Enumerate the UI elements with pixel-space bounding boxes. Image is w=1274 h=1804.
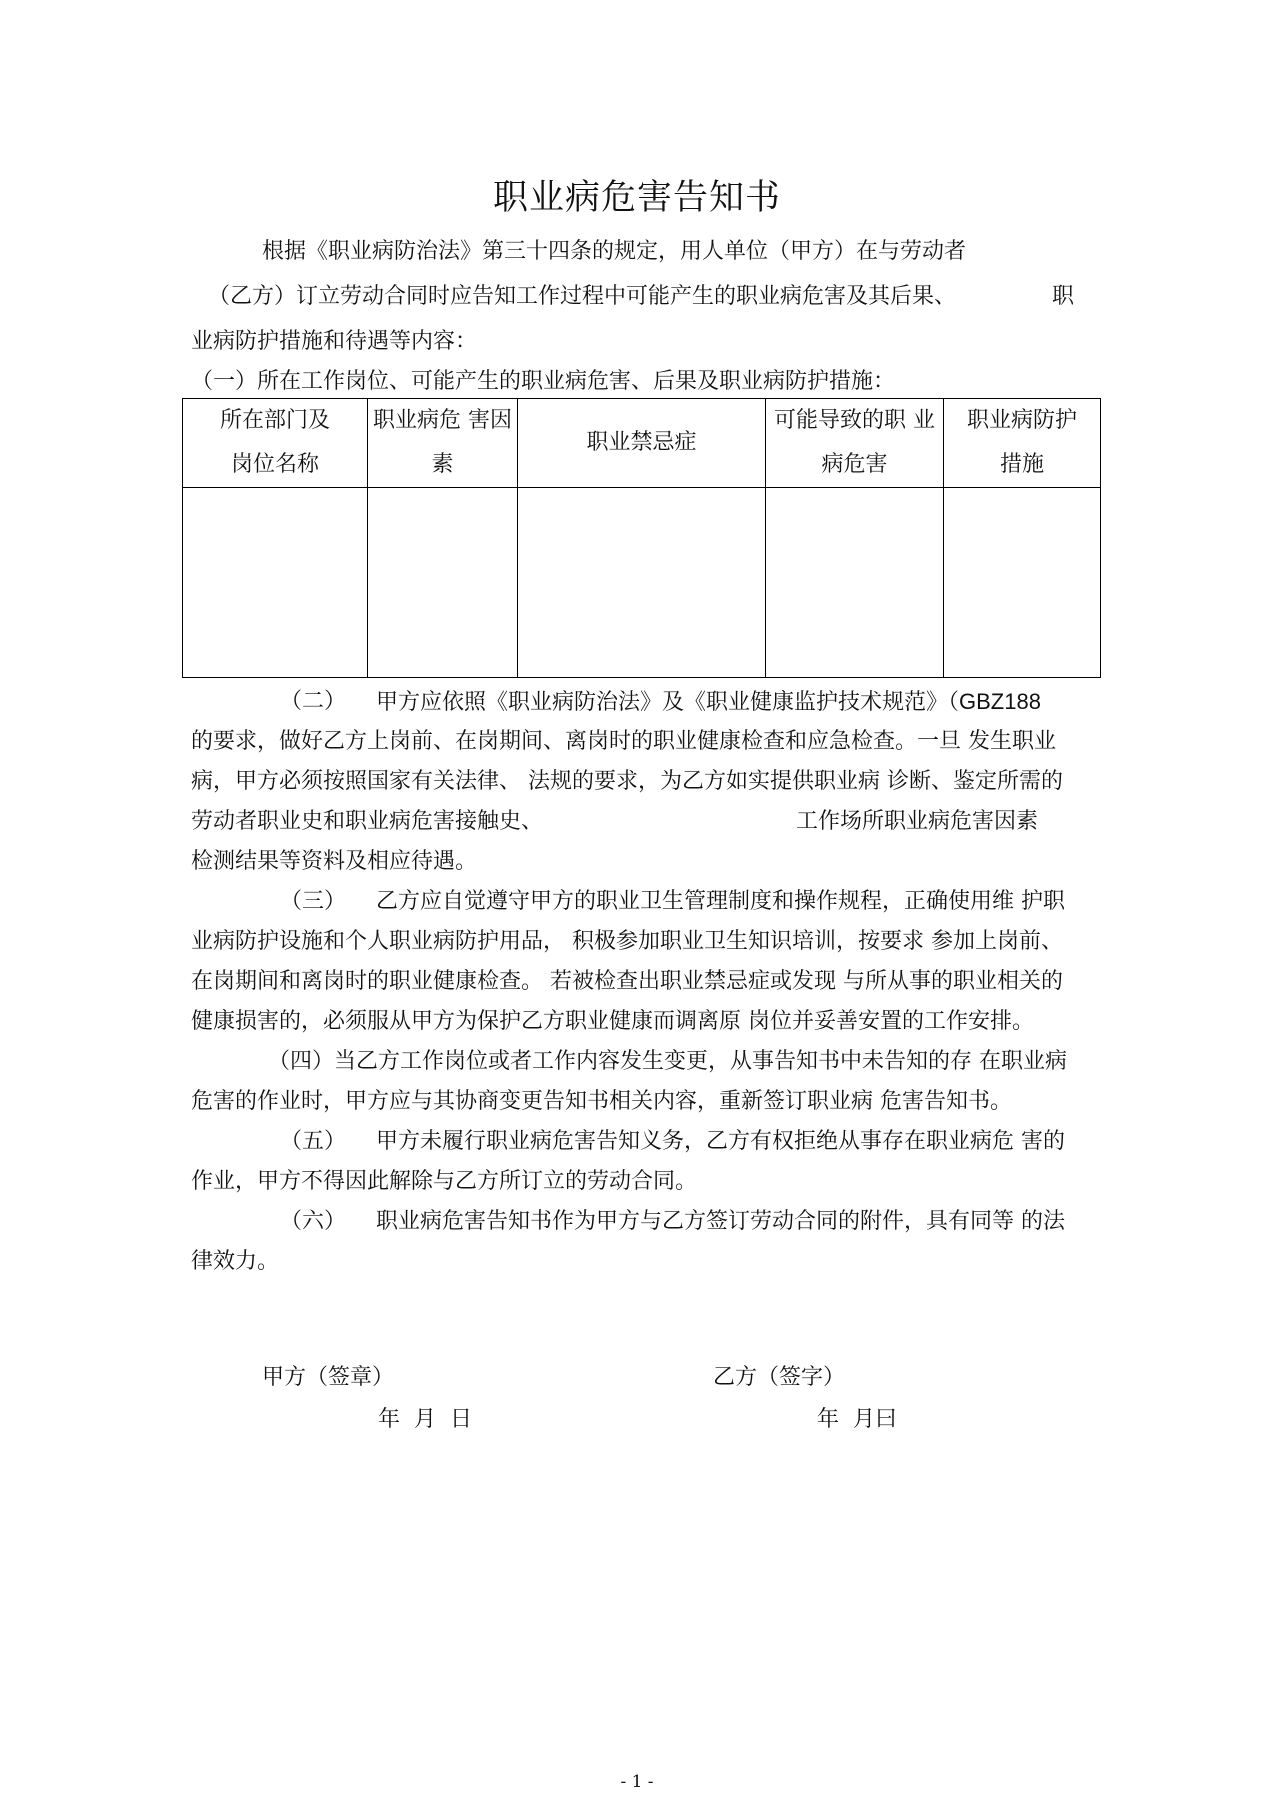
header-protection-measures: 职业病防护 措施: [944, 399, 1101, 488]
header-department-position: 所在部门及 岗位名称: [183, 399, 368, 488]
section-5-label: （五）: [280, 1129, 347, 1154]
table-cell: [766, 488, 944, 678]
section-6-line-1: 职业病危害告知书作为甲方与乙方签订劳动合同的附件，具有同等 的法: [376, 1209, 1065, 1234]
page-number: - 1 -: [620, 1772, 654, 1792]
party-a-date: 年 月 日: [378, 1407, 472, 1432]
section-3-line-4: 健康损害的，必须服从甲方为保护乙方职业健康而调离原 岗位并妥善安置的工作安排。: [191, 1009, 1034, 1034]
party-a-signature-label: 甲方（签章）: [262, 1365, 395, 1390]
hazard-table: [182, 398, 1101, 678]
intro-line-2-tail: 职: [1052, 284, 1075, 309]
section-5-line-2: 作业，甲方不得因此解除与乙方所订立的劳动合同。: [191, 1169, 698, 1194]
header-possible-harm: 可能导致的职 业 病危害: [766, 399, 944, 488]
party-b-date: 年 月曰: [817, 1407, 897, 1432]
section-2-line-5: 检测结果等资料及相应待遇。: [191, 849, 478, 874]
section-6-label: （六）: [280, 1209, 347, 1234]
table-cell: [518, 488, 766, 678]
table-header-row: [183, 399, 1101, 488]
header-hazard-factors: 职业病危 害因 素: [368, 399, 518, 488]
table-row: [183, 488, 1101, 678]
section-2-line-4: 劳动者职业史和职业病危害接触史、: [191, 809, 544, 834]
section-2-line-1: 甲方应依照《职业病防治法》及《职业健康监护技术规范》（GBZ188: [376, 689, 1041, 715]
section-5-line-1: 甲方未履行职业病危害告知义务，乙方有权拒绝从事存在职业病危 害的: [376, 1129, 1065, 1154]
intro-line-2: （乙方）订立劳动合同时应告知工作过程中可能产生的职业病危害及其后果、: [208, 284, 957, 309]
section-2-label: （二）: [280, 689, 347, 714]
section-4-line-1: （四）当乙方工作岗位或者工作内容发生变更，从事告知书中未告知的存 在职业病: [268, 1049, 1067, 1074]
intro-line-1: 根据《职业病防治法》第三十四条的规定，用人单位（甲方）在与劳动者: [262, 239, 967, 264]
table-cell: [183, 488, 368, 678]
section-3-label: （三）: [280, 889, 347, 914]
section-3-line-1: 乙方应自觉遵守甲方的职业卫生管理制度和操作规程，正确使用维 护职: [376, 889, 1065, 914]
table-cell: [944, 488, 1101, 678]
standard-code: GBZ188: [959, 689, 1041, 714]
section-4-line-2: 危害的作业时，甲方应与其协商变更告知书相关内容，重新签订职业病 危害告知书。: [191, 1089, 1012, 1114]
header-contraindications: 职业禁忌症: [518, 399, 766, 488]
section-2-line-3: 病，甲方必须按照国家有关法律、 法规的要求，为乙方如实提供职业病 诊断、鉴定所需的: [191, 769, 1063, 794]
section-3-line-3: 在岗期间和离岗时的职业健康检查。 若被检查出职业禁忌症或发现 与所从事的职业相关的: [191, 969, 1063, 994]
section-2-line-4-tail: 工作场所职业病危害因素: [796, 809, 1039, 834]
section-2-line-2: 的要求，做好乙方上岗前、在岗期间、离岗时的职业健康检查和应急检查。一旦 发生职业: [191, 729, 1056, 754]
document-title: 职业病危害告知书: [492, 178, 781, 218]
table-cell: [368, 488, 518, 678]
section-1-heading: （一）所在工作岗位、可能产生的职业病危害、后果及职业病防护措施：: [191, 369, 896, 394]
section-6-line-2: 律效力。: [191, 1249, 280, 1274]
party-b-signature-label: 乙方（签字）: [713, 1365, 846, 1390]
section-3-line-2: 业病防护设施和个人职业病防护用品， 积极参加职业卫生知识培训，按要求 参加上岗前、: [191, 929, 1063, 954]
intro-line-3: 业病防护措施和待遇等内容：: [191, 329, 478, 354]
